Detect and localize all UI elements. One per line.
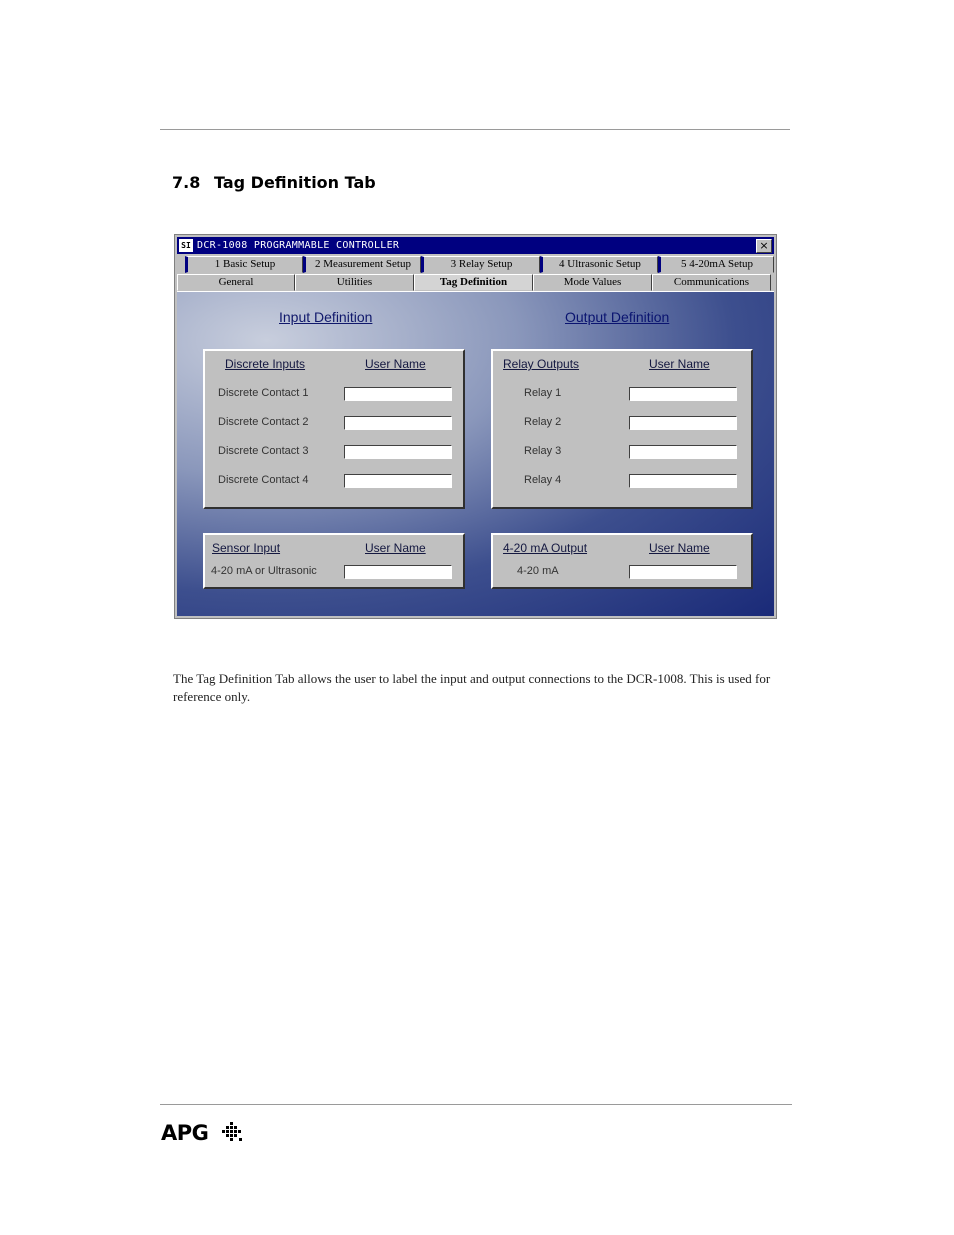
discrete-contact-2-input[interactable] [344,416,452,430]
section-title: Tag Definition Tab [214,173,376,192]
relay-outputs-panel [491,349,753,509]
ma-output-header: 4-20 mA Output [503,541,588,555]
discrete-inputs-header: Discrete Inputs [225,357,306,371]
relay-1-label: Relay 1 [524,387,562,399]
apg-logo-text: APG [161,1121,209,1145]
discrete-contact-3-label: Discrete Contact 3 [218,445,309,457]
controller-window [174,234,777,619]
discrete-contact-1-input[interactable] [344,387,452,401]
discrete-inputs-panel [203,349,465,509]
sensor-input-field[interactable] [344,565,452,579]
user-name-header: User Name [649,357,710,371]
relay-outputs-header: Relay Outputs [503,357,580,371]
window-titlebar [177,237,774,254]
app-icon: SI [179,239,193,252]
relay-3-label: Relay 3 [524,445,562,457]
tab-utilities[interactable]: Utilities [295,274,414,291]
tab-relay-setup[interactable]: 3 Relay Setup [421,256,540,273]
tab-communications[interactable]: Communications [652,274,771,291]
sensor-input-panel [203,533,465,589]
section-number: 7.8 [172,173,201,192]
discrete-contact-1-label: Discrete Contact 1 [218,387,309,399]
tab-mode-values[interactable]: Mode Values [533,274,652,291]
relay-2-label: Relay 2 [524,416,562,428]
output-definition-heading: Output Definition [565,309,670,325]
tab-measurement-setup[interactable]: 2 Measurement Setup [303,256,421,273]
tab-content-area [177,291,774,616]
discrete-contact-4-label: Discrete Contact 4 [218,474,309,486]
user-name-header: User Name [649,541,710,555]
apg-logo-icon [222,1122,242,1142]
ma-output-label: 4-20 mA [517,565,559,577]
user-name-header: User Name [365,541,426,555]
footer-rule [160,1104,792,1105]
tab-tag-definition[interactable]: Tag Definition [414,274,533,291]
relay-2-input[interactable] [629,416,737,430]
input-definition-heading: Input Definition [279,309,373,325]
relay-4-input[interactable] [629,474,737,488]
sensor-input-label: 4-20 mA or Ultrasonic [211,565,317,577]
tab-4-20ma-setup[interactable]: 5 4-20mA Setup [658,256,774,273]
discrete-contact-2-label: Discrete Contact 2 [218,416,309,428]
tab-general[interactable]: General [177,274,295,291]
close-icon[interactable]: × [756,239,772,253]
tab-ultrasonic-setup[interactable]: 4 Ultrasonic Setup [540,256,658,273]
user-name-header: User Name [365,357,426,371]
ma-output-panel [491,533,753,589]
header-rule [160,129,790,130]
relay-3-input[interactable] [629,445,737,459]
window-title: DCR-1008 PROGRAMMABLE CONTROLLER [197,240,400,251]
relay-4-label: Relay 4 [524,474,562,486]
sensor-input-header: Sensor Input [212,541,281,555]
ma-output-field[interactable] [629,565,737,579]
relay-1-input[interactable] [629,387,737,401]
section-heading [172,173,376,192]
discrete-contact-4-input[interactable] [344,474,452,488]
body-paragraph: The Tag Definition Tab allows the user to label the input and output connections to the DCR-1008. This is used for reference only. [173,671,771,704]
discrete-contact-3-input[interactable] [344,445,452,459]
tab-basic-setup[interactable]: 1 Basic Setup [185,256,303,273]
